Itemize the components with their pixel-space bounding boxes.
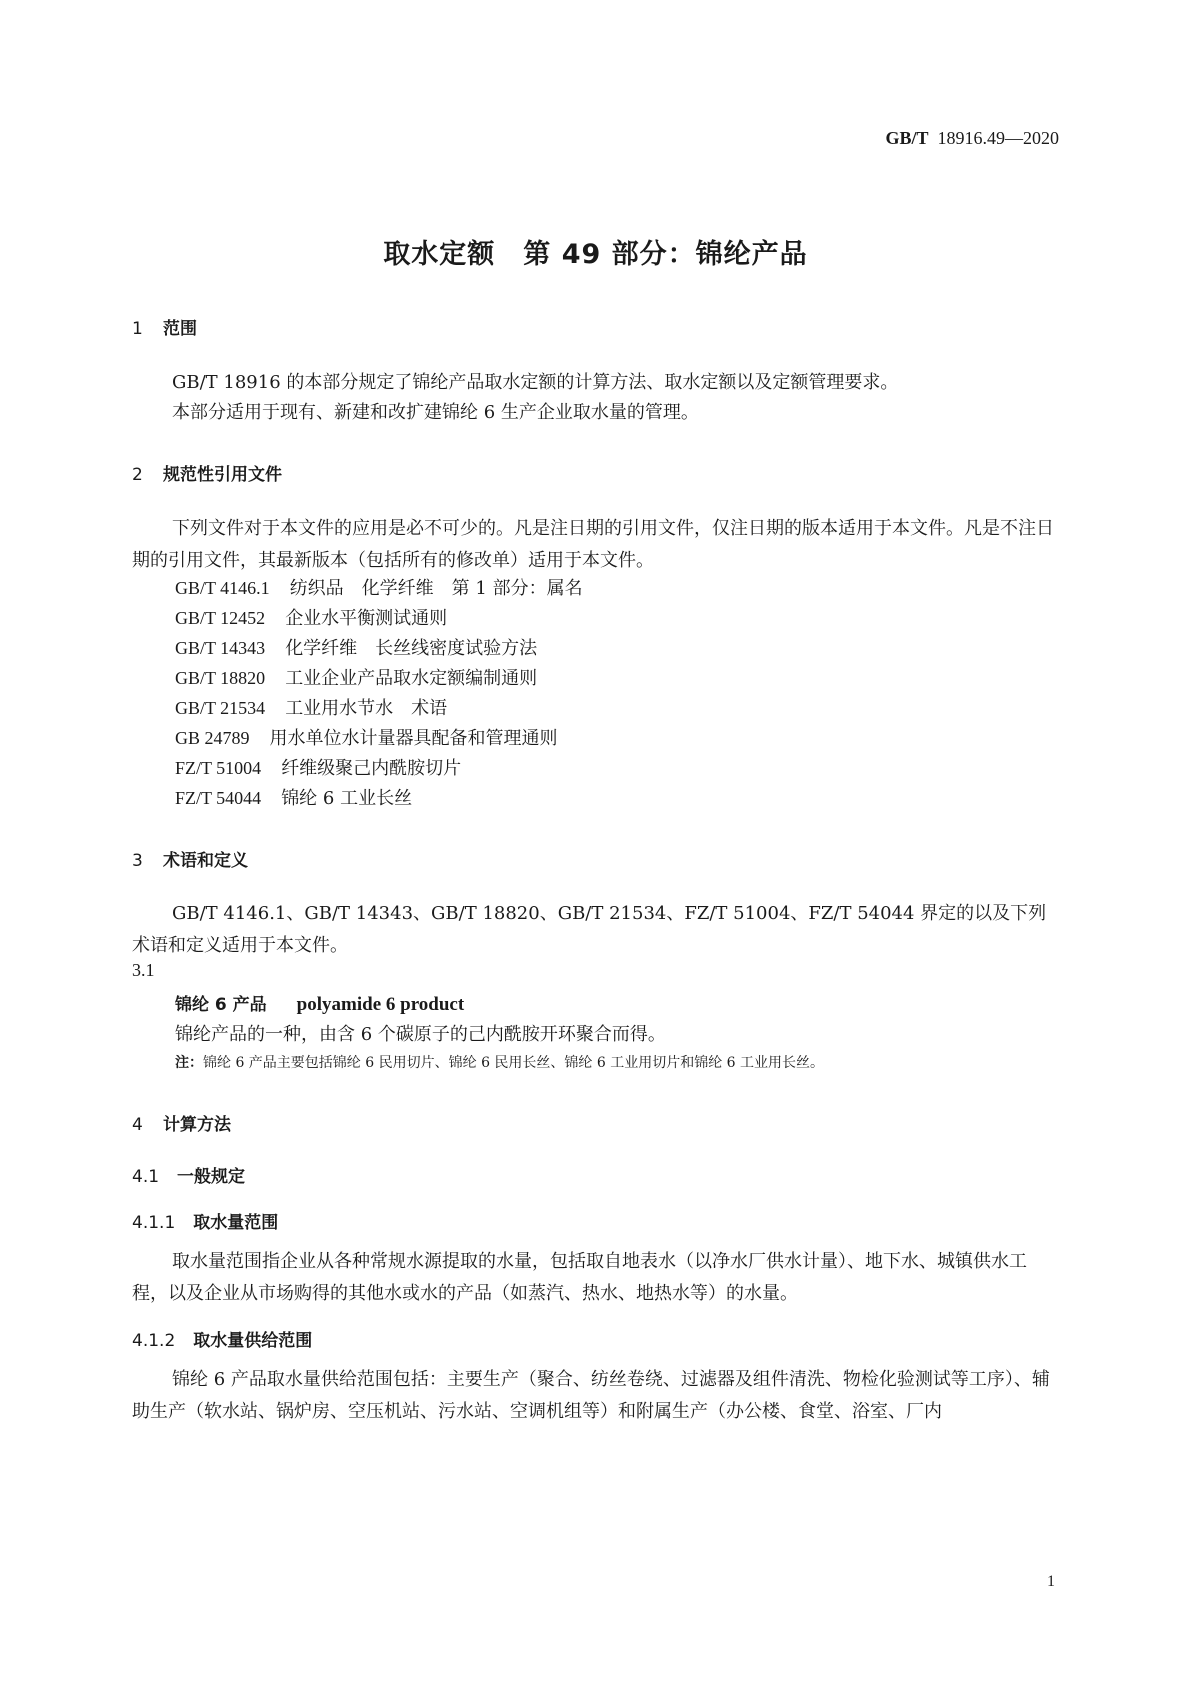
section-1-heading: 1 范围 [132, 319, 197, 339]
standard-code [885, 128, 1059, 149]
reference-item: FZ/T 54044 锦纶 6 工业长丝 [175, 788, 413, 809]
reference-item: FZ/T 51004 纤维级聚己内酰胺切片 [175, 758, 462, 779]
section-3-heading: 3 术语和定义 [132, 851, 248, 871]
standard-prefix: GB/T [885, 128, 929, 148]
reference-item: GB/T 12452 企业水平衡测试通则 [175, 608, 448, 629]
section-4-1-heading: 4.1 一般规定 [132, 1167, 246, 1187]
reference-item: GB/T 14343 化学纤维 长丝线密度试验方法 [175, 638, 538, 659]
document-title: 取水定额 第 49 部分：锦纶产品 [383, 239, 808, 270]
section-2-heading: 2 规范性引用文件 [132, 465, 282, 485]
section-4-1-2-heading: 4.1.2 取水量供给范围 [132, 1331, 313, 1351]
term-definition: 锦纶产品的一种，由含 6 个碳原子的己内酰胺开环聚合而得。 [175, 1024, 666, 1045]
reference-item: GB/T 18820 工业企业产品取水定额编制通则 [175, 668, 538, 689]
page-number: 1 [1047, 1573, 1055, 1590]
term-entry: 锦纶 6 产品 polyamide 6 product [175, 994, 465, 1015]
term-number: 3.1 [132, 960, 155, 980]
section-3-paragraph: GB/T 4146.1、GB/T 14343、GB/T 18820、GB/T 21534、FZ/T 51004、FZ/T 54044 界定的以及下列术语和定义适用于本文件。 [132, 903, 1047, 956]
section-4-heading: 4 计算方法 [132, 1115, 231, 1135]
reference-item: GB 24789 用水单位水计量器具配备和管理通则 [175, 728, 558, 749]
section-2-paragraph: 下列文件对于本文件的应用是必不可少的。凡是注日期的引用文件，仅注日期的版本适用于本文件。凡是不注日期的引用文件，其最新版本（包括所有的修改单）适用于本文件。 [132, 518, 1054, 571]
standard-number: 18916.49—2020 [937, 128, 1059, 148]
section-4-1-1-heading: 4.1.1 取水量范围 [132, 1213, 279, 1233]
section-4-1-1-paragraph: 取水量范围指企业从各种常规水源提取的水量，包括取自地表水（以净水厂供水计量）、地下水、城镇供水工程，以及企业从市场购得的其他水或水的产品（如蒸汽、热水、地热水等）的水量。 [132, 1251, 1027, 1304]
section-4-1-2-paragraph: 锦纶 6 产品取水量供给范围包括：主要生产（聚合、纺丝卷绕、过滤器及组件清洗、物检化验测试等工序）、辅助生产（软水站、锅炉房、空压机站、污水站、空调机组等）和附属生产（办公楼、食堂、浴室、厂内 [132, 1369, 1050, 1422]
reference-item: GB/T 4146.1 纺织品 化学纤维 第 1 部分：属名 [175, 578, 583, 599]
term-note: 注：锦纶 6 产品主要包括锦纶 6 民用切片、锦纶 6 民用长丝、锦纶 6 工业用切片和锦纶 6 工业用长丝。 [175, 1055, 825, 1071]
section-1-paragraph-2: 本部分适用于现有、新建和改扩建锦纶 6 生产企业取水量的管理。 [172, 402, 699, 423]
reference-item: GB/T 21534 工业用水节水 术语 [175, 698, 448, 719]
section-1-paragraph-1: GB/T 18916 的本部分规定了锦纶产品取水定额的计算方法、取水定额以及定额管理要求。 [172, 372, 899, 393]
